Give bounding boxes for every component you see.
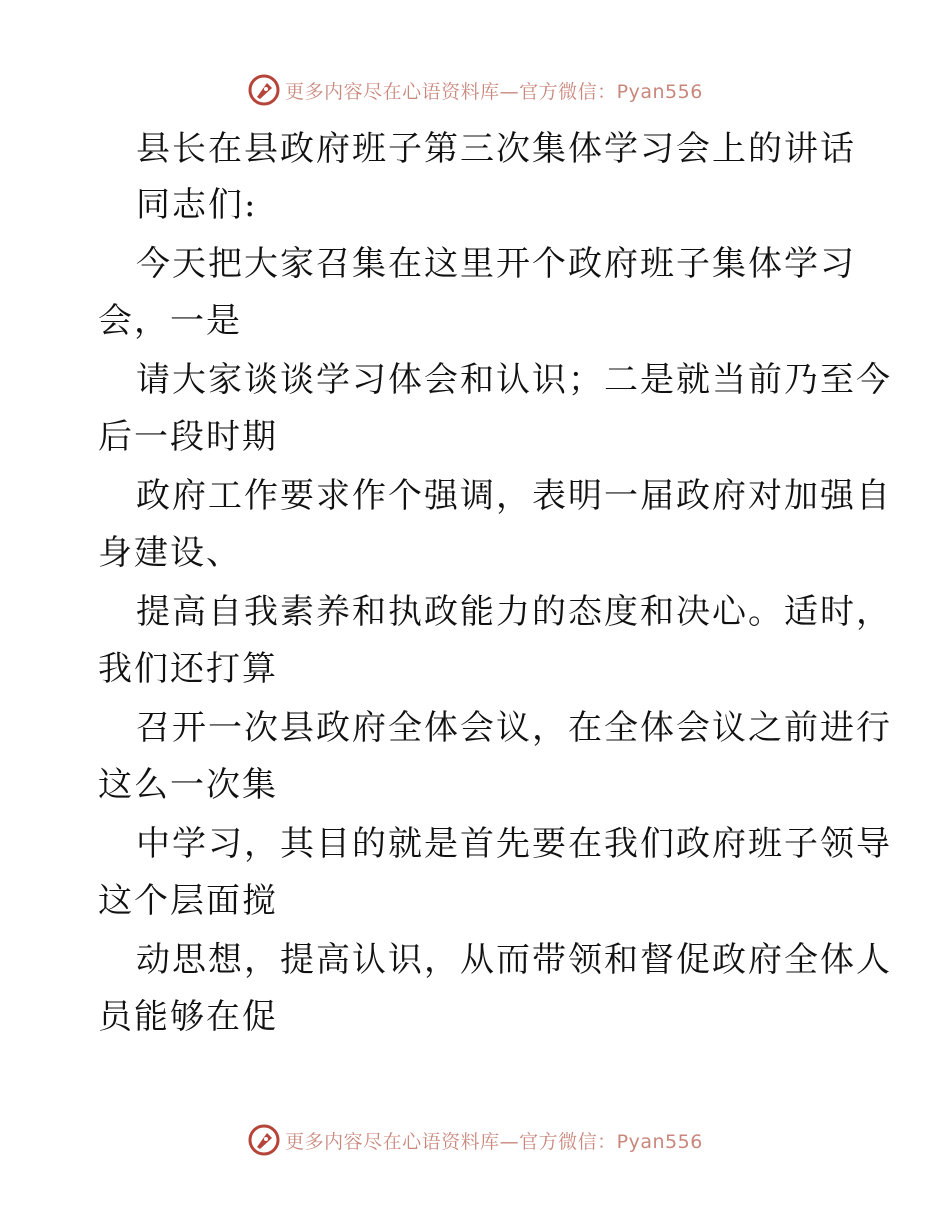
text-line: 我们还打算 (98, 649, 278, 689)
watermark-footer (0, 1120, 950, 1160)
text-line: 会，一是 (98, 301, 242, 341)
pen-nib-logo-icon (247, 73, 281, 107)
watermark-text: 更多内容尽在心语资料库—官方微信：Pyan556 (285, 1130, 703, 1153)
document-title: 县长在县政府班子第三次集体学习会上的讲话 (136, 129, 856, 169)
text-line: 这个层面搅 (98, 881, 278, 921)
text-line: 动思想，提高认识，从而带领和督促政府全体人 (136, 940, 892, 980)
salutation: 同志们: (136, 185, 258, 225)
watermark-header (0, 70, 950, 110)
text-line: 提高自我素养和执政能力的态度和决心。适时， (136, 592, 892, 632)
text-line: 请大家谈谈学习体会和认识；二是就当前乃至今 (136, 360, 892, 400)
text-line: 政府工作要求作个强调，表明一届政府对加强自 (136, 476, 892, 516)
text-line: 今天把大家召集在这里开个政府班子集体学习 (136, 244, 856, 284)
text-line: 召开一次县政府全体会议，在全体会议之前进行 (136, 708, 892, 748)
text-line: 后一段时期 (98, 417, 278, 457)
text-line: 这么一次集 (98, 765, 278, 805)
text-line: 员能够在促 (98, 997, 278, 1037)
pen-nib-logo-icon (247, 1123, 281, 1157)
text-line: 身建设、 (98, 533, 242, 573)
text-line: 中学习，其目的就是首先要在我们政府班子领导 (136, 824, 892, 864)
watermark-text: 更多内容尽在心语资料库—官方微信：Pyan556 (285, 80, 703, 103)
